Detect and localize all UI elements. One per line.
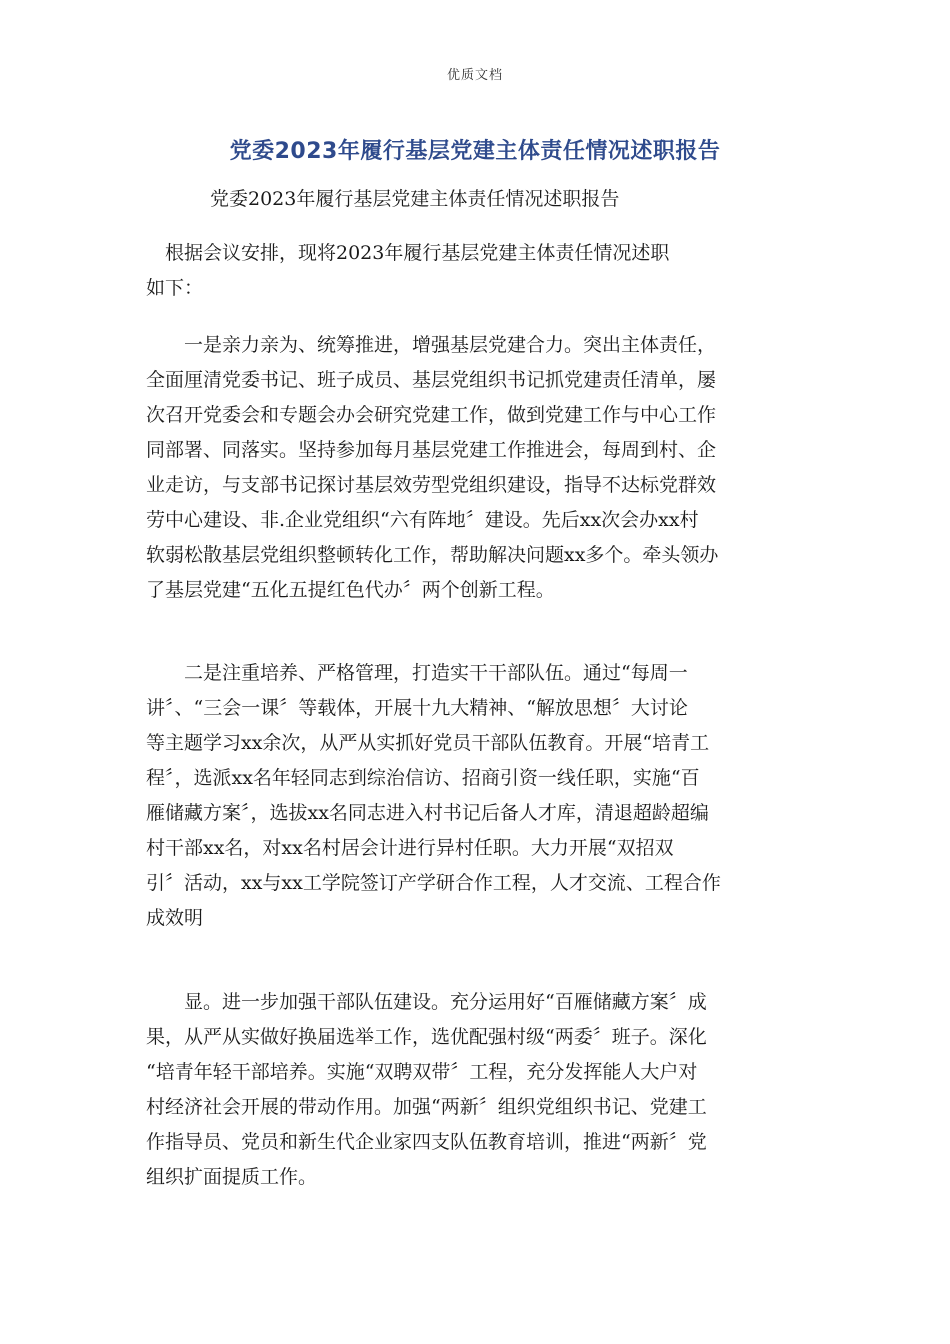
paragraph-line: 根据会议安排，现将2023年履行基层党建主体责任情况述职	[146, 242, 670, 264]
paragraph-one	[146, 328, 814, 608]
paragraph-line: 业走访，与支部书记探讨基层效劳型党组织建设，指导不达标党群效	[146, 474, 717, 496]
intro-paragraph	[146, 236, 814, 306]
paragraph-line: “培青年轻干部培养。实施“双聘双带〞工程，充分发挥能人大户对	[146, 1061, 698, 1083]
paragraph-line: 次召开党委会和专题会办会研究党建工作，做到党建工作与中心工作	[146, 404, 717, 426]
paragraph-line: 雁储藏方案〞，选拔xx名同志进入村书记后备人才库，清退超龄超编	[146, 802, 709, 824]
paragraph-line: 了基层党建“五化五提红色代办〞两个创新工程。	[146, 579, 555, 601]
paragraph-line: 成效明	[146, 907, 204, 929]
paragraph-line: 显。进一步加强干部队伍建设。充分运用好“百雁储藏方案〞成	[146, 991, 707, 1013]
paragraph-line: 二是注重培养、严格管理，打造实干干部队伍。通过“每周一	[146, 662, 688, 684]
paragraph-line: 程〞，选派xx名年轻同志到综治信访、招商引资一线任职，实施“百	[146, 767, 700, 789]
paragraph-line: 作指导员、党员和新生代企业家四支队伍教育培训，推进“两新〞党	[146, 1131, 707, 1153]
paragraph-line: 等主题学习xx余次，从严从实抓好党员干部队伍教育。开展“培青工	[146, 732, 710, 754]
paragraph-line: 如下：	[146, 277, 204, 299]
paragraph-two	[146, 656, 814, 936]
paragraph-line: 村干部xx名，对xx名村居会计进行异村任职。大力开展“双招双	[146, 837, 674, 859]
paragraph-line: 引〞活动，xx与xx工学院签订产学研合作工程，人才交流、工程合作	[146, 872, 721, 894]
paragraph-line: 软弱松散基层党组织整顿转化工作，帮助解决问题xx多个。牵头领办	[146, 544, 719, 566]
paragraph-line: 果，从严从实做好换届选举工作，选优配强村级“两委〞班子。深化	[146, 1026, 707, 1048]
paragraph-line: 全面厘清党委书记、班子成员、基层党组织书记抓党建责任清单，屡	[146, 369, 717, 391]
header-label: 优质文档	[446, 68, 503, 83]
paragraph-line: 劳中心建设、非.企业党组织“六有阵地〞建设。先后xx次会办xx村	[146, 509, 699, 531]
paragraph-line: 组织扩面提质工作。	[146, 1166, 318, 1188]
document-title: 党委2023年履行基层党建主体责任情况述职报告	[229, 139, 721, 164]
document-subtitle: 党委2023年履行基层党建主体责任情况述职报告	[210, 188, 620, 210]
paragraph-line: 同部署、同落实。坚持参加每月基层党建工作推进会，每周到村、企	[146, 439, 717, 461]
paragraph-three	[146, 985, 814, 1195]
paragraph-line: 讲〞、“三会一课〞等载体，开展十九大精神、“解放思想〞大讨论	[146, 697, 688, 719]
paragraph-line: 一是亲力亲为、统筹推进，增强基层党建合力。突出主体责任，	[146, 334, 717, 356]
paragraph-line: 村经济社会开展的带动作用。加强“两新〞组织党组织书记、党建工	[146, 1096, 707, 1118]
